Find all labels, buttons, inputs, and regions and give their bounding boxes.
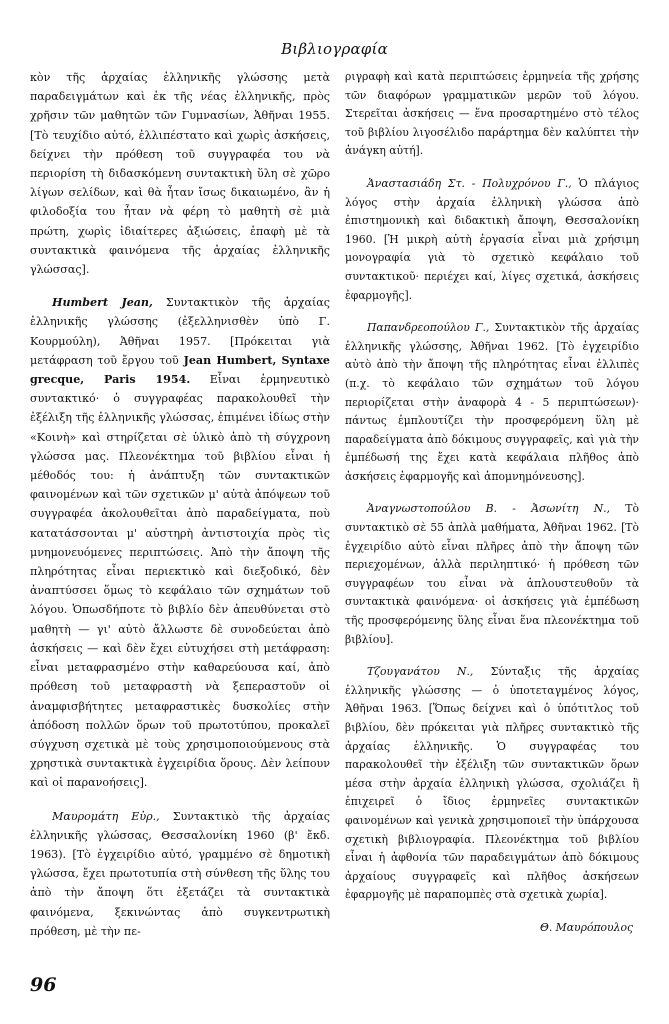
- bibliography-entry-tzouganatou: [345, 663, 639, 905]
- entry-text: Συντακτικὸν τῆς ἀρχαίας ἑλληνικῆς γλώσσης (ἐξελληνισθὲν ὑπὸ Γ. Κουρμούλη), Ἀθῆναι 1957. [Πρόκειται γιὰ μετάφραση τοῦ ἔργου τοῦ: [30, 296, 330, 367]
- bibliography-entry-papandreopoulou: [345, 319, 639, 486]
- entry-original-title: Jean Humbert, Syntaxe grecque, Paris 1954.: [30, 353, 330, 387]
- entry-text: Εἶναι ἑρμηνευτικὸ συντακτικό· ὁ συγγραφέας παρακολουθεῖ τὴν ἐξέλιξη τῆς ἑλληνικῆς γλώσσας, ἐπιμένει ἰδίως στὴν «Κοινὴ» καὶ στηρίζεται σὲ ὑλικὸ ἀπὸ τὴ σύγχρονη γλώσσα μας. Πλεονέκτημα τοῦ βιβλίου εἶναι ἡ μέθοδός του: ἡ ἀνάπτυξη τῶν συντακτικῶν φαινομένων καὶ τῶν σχετικῶν μ' αὐτὰ ἀπόψεων τοῦ συγγραφέα ἀκολουθεῖται ἀπὸ παραδείγματα, ποὺ κατατάσσονται μ' αὐστηρὴ ἀντιστοιχία πρὸς τὶς μνημονευόμενες περιπτώσεις. Ἀπὸ τὴν ἄποψη τῆς πληρότητας εἶναι περιεκτικὸ καὶ διεξοδικό, δὲν ἀναπτύσσει ὅμως τὸ κεφάλαιο τῶν σχημάτων τοῦ λόγου. Ὁπωσδήποτε τὸ βιβλίο δὲν ἀπευθύνεται στὸ μαθητὴ — γι' αὐτὸ ἄλλωστε δὲ συνοδεύεται ἀπὸ ἀσκήσεις — καὶ δὲν ἔχει εὐτυχήσει στὴ μετάφραση: εἶναι μεταφρασμένο στὴν καθαρεύουσα καί, ἀπὸ πρόθεση τοῦ μεταφραστὴ νὰ ξεπεραστοῦν οἱ ἀναμφισβήτητες μεταφραστικὲς δυσκολίες στὴν ἀπόδοση πολλῶν ὅρων τοῦ πρωτοτύπου, προκαλεῖ σύγχυση σχετικὰ μὲ τοὺς χρησιμοποιούμενους στὰ χρηστικὰ συντακτικὰ ἐγχειρίδια ὅρους. Δὲν λείπουν καὶ οἱ παρανοήσεις].: [30, 373, 330, 790]
- entry-text: Σύνταξις τῆς ἀρχαίας ἑλληνικῆς γλώσσης — ὁ ὑποτεταγμένος λόγος, Ἀθῆναι 1963. [Ὅπως δείχνει καὶ ὁ ὑπότιτλος τοῦ βιβλίου, δὲν πρόκειται γιὰ πλῆρες συντακτικὸ τῆς ἀρχαίας ἑλληνικῆς. Ὁ συγγραφέας του παρακολουθεῖ τὴν ἐξέλιξη τῶν συντακτικῶν ὅρων μέσα στὴν ἀρχαία ἑλληνικὴ γλώσσα, σχολιάζει ἢ ἐπιχειρεῖ ὁ ἴδιος ἑρμηνεῖες συντακτικῶν φαινομένων καὶ γενικὰ χρησιμοποιεῖ τὴν ὑπάρχουσα σχετικὴ βιβλιογραφία. Πλεονέκτημα τοῦ βιβλίου εἶναι ἡ ἀφθονία τῶν παραδειγμάτων ἀπὸ δόκιμους ἀρχαίους συγγραφεῖς καὶ πλῆθος ἀσκήσεων ἐφαρμογῆς μὲ παραπομπὲς στὰ σχετικὰ χωρία].: [345, 665, 639, 902]
- bibliography-entry-anastasiadi: [345, 175, 639, 305]
- entry-author: Παπανδρεοπούλου Γ.,: [367, 321, 490, 335]
- entry-text: ριγραφὴ καὶ κατὰ περιπτώσεις ἑρμηνεία τῆς χρήσης τῶν διαφόρων γραμματικῶν μερῶν τοῦ λόγου. Στερεῖται ἀσκήσεις — ἕνα προσαρτημένο στὸ τέλος τοῦ βιβλίου λιγοσέλιδο παράρτημα δὲν καλύπτει τὴν ἀνάγκη αὐτή].: [345, 70, 639, 158]
- entry-author: Humbert Jean,: [52, 296, 153, 310]
- entry-author: Ἀναγνωστοπούλου Β. - Ἀσωνίτη Ν.,: [367, 502, 611, 516]
- entry-author: Ἀναστασιάδη Στ. - Πολυχρόνου Γ.,: [367, 176, 572, 190]
- entry-text: Ὁ πλάγιος λόγος στὴν ἀρχαία ἑλληνικὴ γλώσσα ἀπὸ ἐπιστημονικὴ καὶ διδακτικὴ ἄποψη, Θεσσαλονίκη 1960. [Ἡ μικρὴ αὐτὴ ἐργασία εἶναι μιὰ χρήσιμη μονογραφία γιὰ τὸ σχετικὸ κεφάλαιο τοῦ συντακτικοῦ· περιέχει καί, λίγες σχετικά, ἀσκήσεις ἐφαρμογῆς].: [345, 176, 640, 302]
- bibliography-entry-continued: [30, 68, 330, 279]
- bibliography-entry-continued: [345, 68, 639, 161]
- entry-author: Τζουγανάτου Ν.,: [367, 665, 474, 679]
- right-column: [345, 68, 639, 952]
- entry-text: Συντακτικὸ τῆς ἀρχαίας ἑλληνικῆς γλώσσας, Θεσσαλονίκη 1960 (β' ἔκδ. 1963). [Τὸ ἐγχειρίδιο αὐτό, γραμμένο σὲ δημοτικὴ γλώσσα, ἔχει πρωτοτυπία στὴ σύνθεση τῆς ὕλης του ἀπὸ τὴν ἄποψη ὅτι ἐξετάζει τὰ συντακτικὰ φαινόμενα, ξεκινώντας ἀπὸ συγκεντρωτικὴ πρόθεση, μὲ τὴν πε-: [30, 809, 330, 938]
- review-signature: Θ. Μαυρόπουλος: [539, 920, 633, 934]
- bibliography-entry-humbert: [30, 293, 330, 792]
- bibliography-entry-anagnostopoulou: [345, 500, 639, 649]
- entry-text: Τὸ συντακτικὸ σὲ 55 ἁπλὰ μαθήματα, Ἀθῆναι 1962. [Τὸ ἐγχειρίδιο αὐτὸ εἶναι πλῆρες ἀπὸ τὴν ἄποψη τῶν περιεχομένων, ἀλλὰ περιληπτικό· ἡ πρόθεση τῶν συγγραφέων του εἶναι νὰ ἁπλουστευθοῦν τὰ συντακτικὰ φαινόμενα· οἱ ἀσκήσεις γιὰ ἐμπέδωση τῆς προσφερόμενης ὕλης εἶναι ἕνα πλεονέκτημα τοῦ βιβλίου].: [345, 502, 639, 646]
- entry-author: Μαυρομάτη Εὐρ.,: [52, 809, 160, 823]
- running-head: Βιβλιογραφία: [281, 40, 388, 58]
- page-number: 96: [30, 974, 57, 996]
- entry-text: Συντακτικὸν τῆς ἀρχαίας ἑλληνικῆς γλώσσης, Ἀθῆναι 1962. [Τὸ ἐγχειρίδιο αὐτὸ ἀπὸ τὴν ἄποψη τῆς πληρότητας εἶναι ἐλλιπὲς (π.χ. τὸ κεφάλαιο τῶν σχημάτων τοῦ λόγου περιορίζεται στὴν ἀναφορὰ 4 - 5 περιπτώσεων)· πάντως ἐμπλουτίζει τὴν προσφερόμενη ὕλη μὲ παραδείγματα ἀπὸ δόκιμους συγγραφεῖς, καὶ γιὰ τὴν ἐμπέδωσή της ἔχει κατὰ κεφάλαια πλῆθος ἀπὸ ἀσκήσεις ἐφαρμογῆς καὶ ἀπομνημόνευσης].: [345, 321, 640, 483]
- left-column: [30, 68, 330, 955]
- entry-text: κὸν τῆς ἀρχαίας ἑλληνικῆς γλώσσης μετὰ παραδειγμάτων καὶ ἐκ τῆς νέας ἑλληνικῆς, πρὸς χρῆσιν τῶν μαθητῶν τῶν Γυμνασίων, Ἀθῆναι 1955. [Τὸ τευχίδιο αὐτό, ἐλλιπέστατο καὶ χωρὶς ἀσκήσεις, δείχνει τὴν πρόθεση τοῦ συγγραφέα του νὰ περιορίση τὴ διδασκόμενη συντακτικὴ ὕλη σὲ χῶρο λίγων σελίδων, καὶ θὰ ἦταν ἴσως δικαιωμένο, ἂν ἡ φιλοδοξία του ἦταν νὰ φέρη τὸ μαθητὴ σὲ μιὰ πρώτη, χωρὶς ἰδιαίτερες ἀξιώσεις, ἐπαφὴ μὲ τὰ συντακτικὰ φαινόμενα τῆς ἀρχαίας ἑλληνικῆς γλώσσας].: [30, 71, 330, 277]
- bibliography-entry-mavromati: [30, 807, 330, 941]
